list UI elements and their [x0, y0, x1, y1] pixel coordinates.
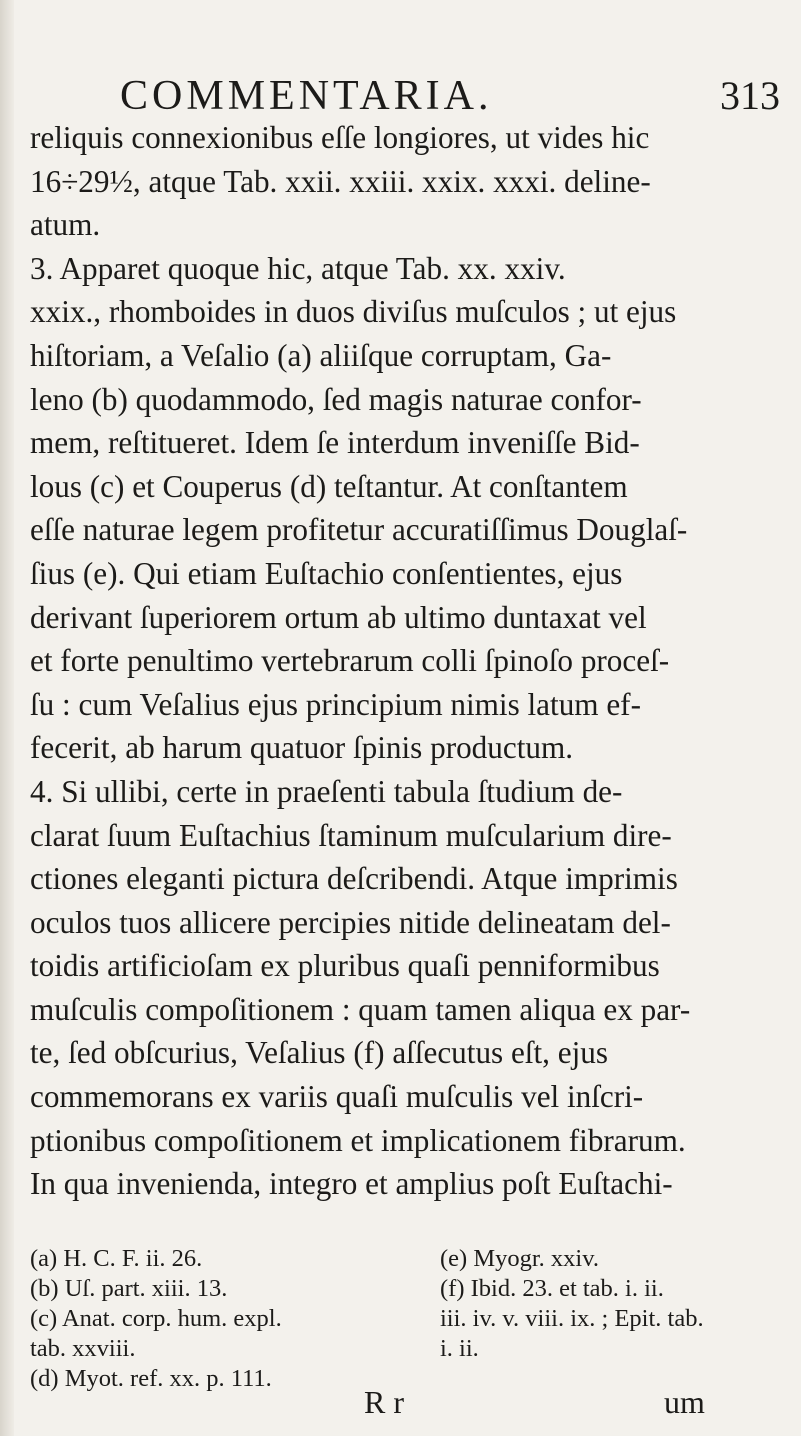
text-line: In qua invenienda, integro et amplius poſt Euſtachi-: [30, 1166, 673, 1202]
text-line: mem, reſtitueret. Idem ſe interdum inveniſſe Bid-: [30, 425, 640, 461]
main-text: [30, 116, 782, 1206]
text-line: eſſe naturae legem profitetur accuratiſſimus Douglaſ-: [30, 512, 688, 548]
page-number: 313: [720, 73, 780, 118]
page-header: [120, 72, 780, 120]
text-line: commemorans ex variis quaſi muſculis vel inſcri-: [30, 1079, 644, 1115]
footnote: (b) Uſ. part. xiii. 13.: [30, 1275, 228, 1302]
text-line: atum.: [30, 207, 101, 243]
text-line: derivant ſuperiorem ortum ab ultimo duntaxat vel: [30, 599, 647, 635]
text-line: ſius (e). Qui etiam Euſtachio conſentientes, ejus: [30, 555, 623, 591]
text-line: xxix., rhomboides in duos diviſus muſculos ; ut ejus: [30, 294, 677, 330]
text-line: lous (c) et Couperus (d) teſtantur. At conſtantem: [30, 468, 628, 504]
page-edge: [0, 0, 14, 1436]
footnote: (d) Myot. ref. xx. p. 111.: [30, 1365, 272, 1392]
text-line: leno (b) quodammodo, ſed magis naturae confor-: [30, 381, 642, 417]
text-line: muſculis compoſitionem : quam tamen aliqua ex par-: [30, 991, 691, 1027]
signature-mark: R r: [364, 1384, 404, 1420]
text-line: ptionibus compoſitionem et implicationem fibrarum.: [30, 1122, 686, 1158]
text-line: clarat ſuum Euſtachius ſtaminum muſcularium dire-: [30, 817, 672, 853]
text-line: 16÷29½, atque Tab. xxii. xxiii. xxix. xxxi. deline-: [30, 163, 651, 199]
text-line: 3. Apparet quoque hic, atque Tab. xx. xxiv.: [30, 250, 566, 286]
text-line: fecerit, ab harum quatuor ſpinis productum.: [30, 730, 574, 766]
footnote: tab. xxviii.: [30, 1335, 136, 1362]
footnote: (a) H. C. F. ii. 26.: [30, 1245, 203, 1272]
text-line: toidis artificioſam ex pluribus quaſi penniformibus: [30, 948, 660, 984]
catchword: um: [664, 1384, 705, 1420]
footnote: (c) Anat. corp. hum. expl.: [30, 1305, 282, 1332]
footnote: (e) Myogr. xxiv.: [440, 1245, 599, 1272]
footnotes-left-column: [30, 1244, 430, 1394]
text-line: te, ſed obſcurius, Veſalius (f) aſſecutus eſt, ejus: [30, 1035, 608, 1071]
footnote: (f) Ibid. 23. et tab. i. ii.: [440, 1275, 664, 1302]
running-title: COMMENTARIA.: [120, 73, 493, 119]
text-line: ſu : cum Veſalius ejus principium nimis latum ef-: [30, 686, 641, 722]
text-line: hiſtoriam, a Veſalio (a) aliiſque corruptam, Ga-: [30, 337, 612, 373]
footnotes-right-column: [440, 1244, 790, 1364]
footnote: iii. iv. v. viii. ix. ; Epit. tab.: [440, 1305, 704, 1332]
text-line: 4. Si ullibi, certe in praeſenti tabula ſtudium de-: [30, 773, 623, 809]
text-line: oculos tuos allicere percipies nitide delineatam del-: [30, 904, 671, 940]
text-line: et forte penultimo vertebrarum colli ſpinoſo proceſ-: [30, 643, 670, 679]
text-line: reliquis connexionibus eſſe longiores, ut vides hic: [30, 120, 650, 155]
text-line: ctiones eleganti pictura deſcribendi. Atque imprimis: [30, 861, 678, 897]
footnote: i. ii.: [440, 1335, 479, 1362]
